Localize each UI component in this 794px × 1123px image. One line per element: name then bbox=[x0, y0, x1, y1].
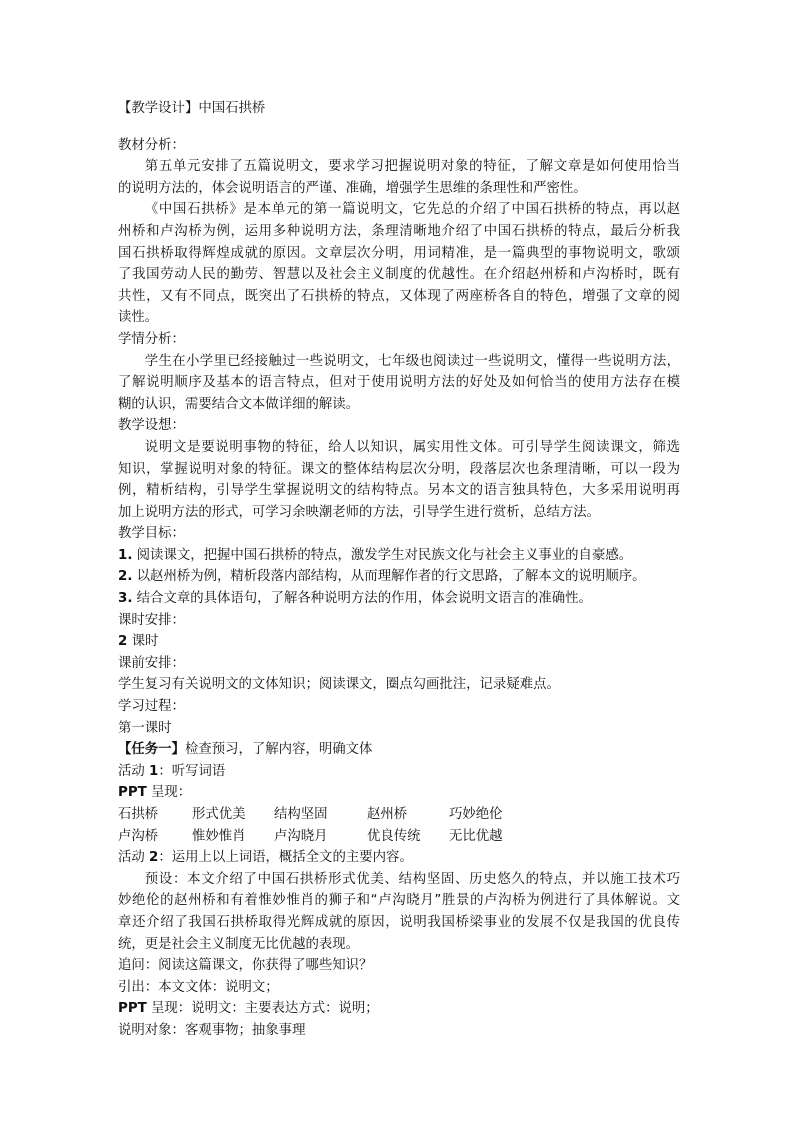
paragraph-line: 学生在小学里已经接触过一些说明文，七年级也阅读过一些说明文，懂得一些说明方法， bbox=[144, 353, 680, 369]
follow-up-question: 追问：阅读这篇课文，你获得了哪些知识？ bbox=[118, 958, 373, 974]
class-hours-number: 2 bbox=[118, 634, 128, 650]
activity-number: 1 bbox=[149, 763, 159, 779]
ppt-present-two bbox=[118, 998, 680, 1020]
word-item: 巧妙绝伦 bbox=[449, 807, 503, 822]
class-hours-value bbox=[118, 631, 680, 653]
paragraph-line: 妙绝伦的赵州桥和有着惟妙惟肖的狮子和“卢沟晓月”胜景的卢沟桥为例进行了具体解说。文 bbox=[118, 893, 680, 909]
paragraph-line: 说明文是要说明事物的特征，给人以知识，属实用性文体。可引导学生阅读课文，筛选 bbox=[144, 439, 680, 455]
document-title: 【教学设计】中国石拱桥 bbox=[118, 101, 266, 116]
activity-text: ：听写词语 bbox=[158, 763, 226, 779]
activity-number: 2 bbox=[149, 850, 159, 866]
task-one bbox=[118, 739, 680, 761]
paragraph-line: 《中国石拱桥》是本单元的第一篇说明文，它先总的介绍了中国石拱桥的特点，再以赵 bbox=[144, 202, 680, 218]
word-item: 卢沟桥 bbox=[118, 828, 159, 844]
goal-item bbox=[118, 566, 680, 588]
word-item: 石拱桥 bbox=[118, 807, 159, 822]
goal-item bbox=[118, 588, 680, 610]
goal-number: 2. bbox=[118, 569, 133, 585]
ppt-label: PPT bbox=[118, 1001, 147, 1017]
activity-prefix: 活动 bbox=[118, 763, 150, 779]
activity-two bbox=[118, 847, 680, 869]
class-hours-unit: 课时 bbox=[127, 634, 159, 650]
paragraph-line: 州桥和卢沟桥为例，运用多种说明方法，条理清晰地介绍了中国石拱桥的特点，最后分析我 bbox=[118, 223, 680, 239]
paragraph-line: 第五单元安排了五篇说明文，要求学习把握说明对象的特征，了解文章是如何使用恰当 bbox=[144, 159, 680, 175]
paragraph-line: 加上说明方法的形式，可学习余映潮老师的方法，引导学生进行赏析，总结方法。 bbox=[118, 504, 601, 520]
ppt-present-one bbox=[118, 782, 680, 804]
word-item: 赵州桥 bbox=[367, 807, 408, 822]
ppt-text: 呈现：说明文：主要表达方式：说明； bbox=[146, 1001, 379, 1017]
paragraph-line: 例，精析结构，引导学生掌握说明文的结构特点。另本文的语言独具特色，大多采用说明再 bbox=[118, 483, 680, 499]
paragraph-line: 国石拱桥取得辉煌成就的原因。文章层次分明，用词精准，是一篇典型的事物说明文，歌颂 bbox=[118, 245, 680, 261]
activity-text: ：运用上以上词语，概括全文的主要内容。 bbox=[158, 850, 413, 866]
ppt-text: 呈现： bbox=[146, 785, 192, 801]
goal-text: 阅读课文，把握中国石拱桥的特点，激发学生对民族文化与社会主义事业的自豪感。 bbox=[132, 547, 633, 563]
paragraph-line: 了解说明顺序及基本的语言特点，但对于使用说明方法的好处及如何恰当的使用方法存在模 bbox=[118, 375, 680, 391]
section-heading-textbook-analysis: 教材分析： bbox=[118, 137, 185, 153]
lead-out-text: 引出：本文文体：说明文； bbox=[118, 979, 279, 995]
document-page bbox=[118, 98, 680, 1042]
paragraph-line: 糊的认识，需要结合文本做详细的解读。 bbox=[118, 396, 360, 412]
paragraph-line: 章还介绍了我国石拱桥取得光辉成就的原因，说明我国桥梁事业的发展不仅是我国的优良传 bbox=[118, 914, 680, 930]
activity-one bbox=[118, 761, 680, 783]
word-item: 优良传统 bbox=[367, 828, 421, 844]
section-heading-learning-process: 学习过程： bbox=[118, 699, 185, 715]
section-heading-teaching-idea: 教学设想： bbox=[118, 418, 185, 434]
paragraph-line: 知识，掌握说明对象的特征。课文的整体结构层次分明，段落层次也条理清晰，可以一段为 bbox=[118, 461, 680, 477]
goal-item bbox=[118, 545, 680, 567]
activity-prefix: 活动 bbox=[118, 850, 150, 866]
task-text: 检查预习，了解内容，明确文体 bbox=[184, 742, 373, 758]
preparation-text: 学生复习有关说明文的文体知识；阅读课文，圈点勾画批注，记录疑难点。 bbox=[118, 677, 560, 693]
goal-number: 3. bbox=[118, 591, 133, 607]
word-item: 结构坚固 bbox=[274, 807, 328, 822]
goal-number: 1. bbox=[118, 547, 133, 563]
lesson-label: 第一课时 bbox=[118, 720, 172, 736]
section-heading-teaching-goals: 教学目标： bbox=[118, 526, 185, 542]
goal-text: 以赵州桥为例，精析段落内部结构，从而理解作者的行文思路，了解本文的说明顺序。 bbox=[132, 569, 646, 585]
paragraph-line: 了我国劳动人民的勤劳、智慧以及社会主义制度的优越性。在介绍赵州桥和卢沟桥时，既有 bbox=[118, 267, 680, 283]
explanation-object-text: 说明对象：客观事物；抽象事理 bbox=[118, 1022, 306, 1038]
ppt-label: PPT bbox=[118, 785, 147, 801]
paragraph-line: 读性。 bbox=[118, 310, 159, 326]
section-heading-student-analysis: 学情分析： bbox=[118, 331, 185, 347]
word-item: 惟妙惟肖 bbox=[192, 828, 246, 844]
section-heading-class-hours: 课时安排： bbox=[118, 612, 185, 628]
word-item: 形式优美 bbox=[192, 807, 246, 822]
word-list-row bbox=[118, 826, 680, 848]
goal-text: 结合文章的具体语句，了解各种说明方法的作用，体会说明文语言的准确性。 bbox=[132, 591, 592, 607]
paragraph-line: 的说明方法的，体会说明语言的严谨、准确，增强学生思维的条理性和严密性。 bbox=[118, 180, 587, 196]
word-list-row bbox=[118, 804, 680, 826]
paragraph-line: 预设：本文介绍了中国石拱桥形式优美、结构坚固、历史悠久的特点，并以施工技术巧 bbox=[144, 871, 680, 887]
task-label: 【任务一】 bbox=[118, 742, 185, 758]
paragraph-line: 统，更是社会主义制度无比优越的表现。 bbox=[118, 936, 360, 952]
paragraph-line: 共性，又有不同点，既突出了石拱桥的特点，又体现了两座桥各自的特色，增强了文章的阅 bbox=[118, 288, 680, 304]
section-heading-preparation: 课前安排： bbox=[118, 655, 185, 671]
word-item: 无比优越 bbox=[449, 828, 503, 844]
word-item: 卢沟晓月 bbox=[274, 828, 328, 844]
